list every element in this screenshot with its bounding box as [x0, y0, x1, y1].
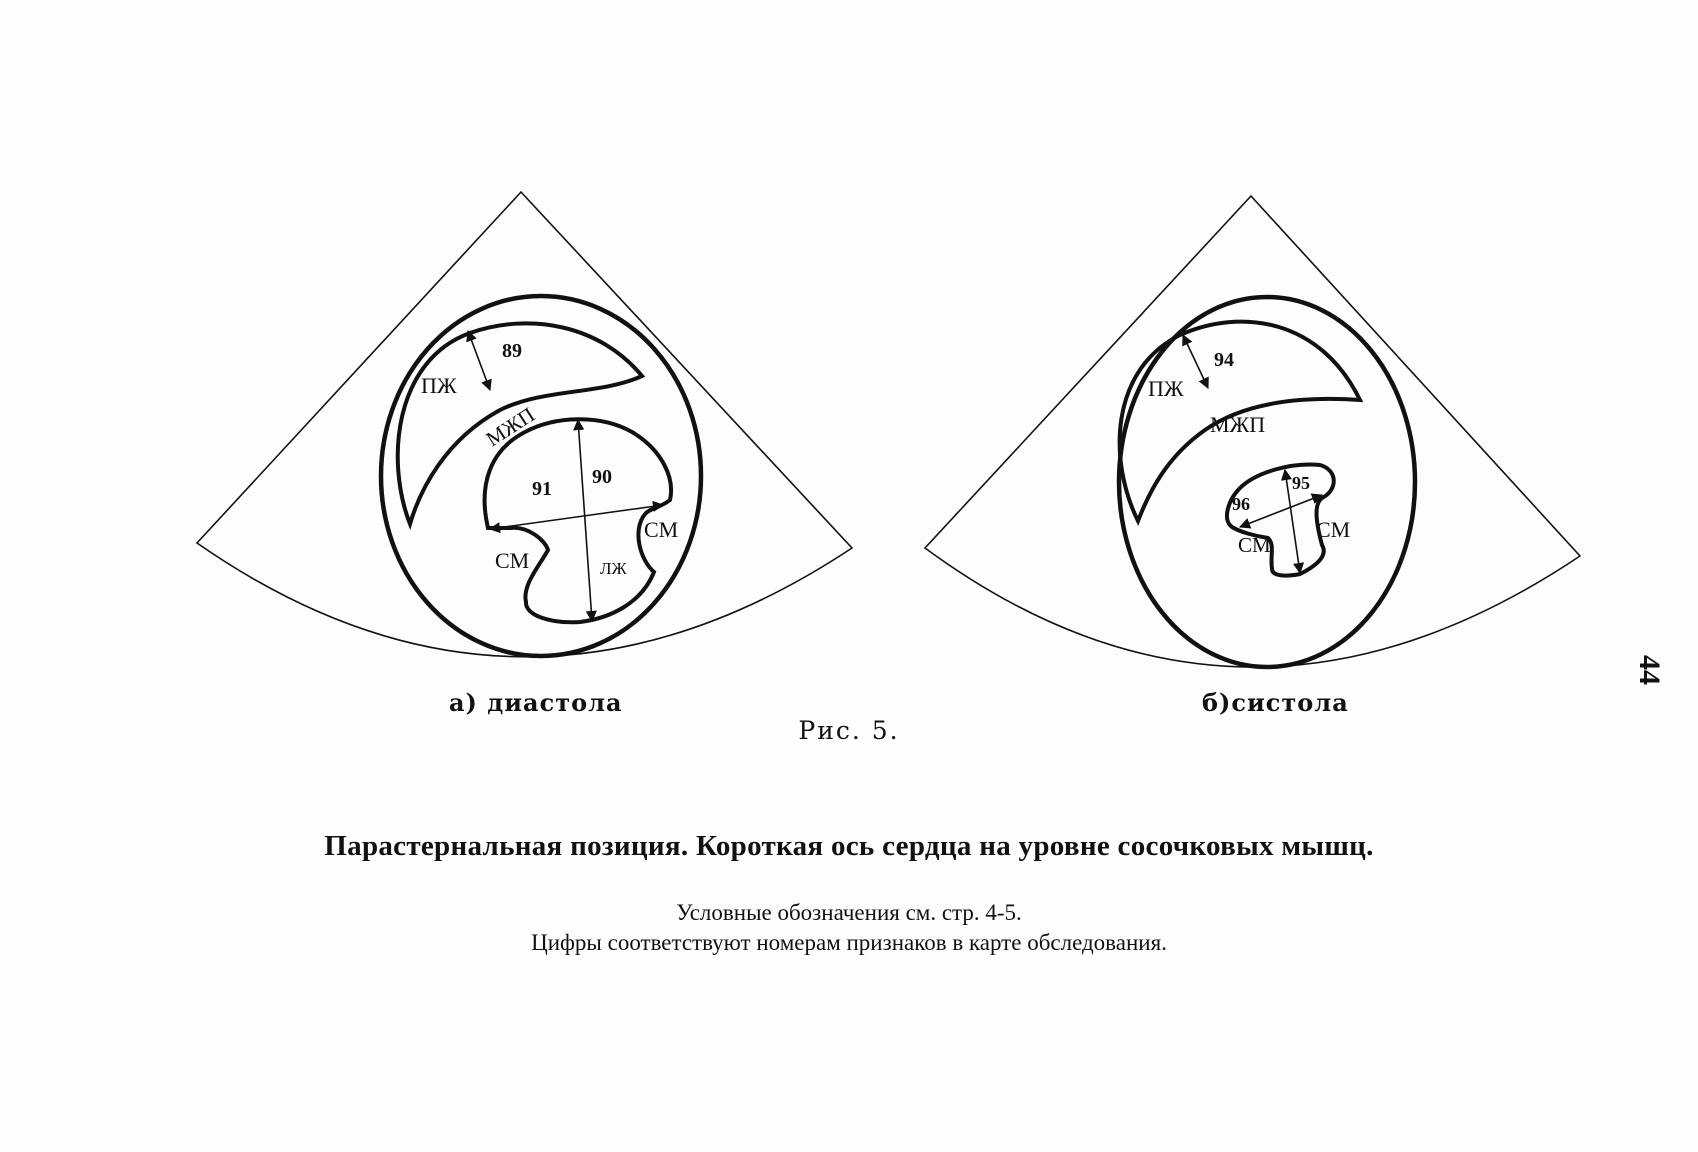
panel-b-systole	[925, 196, 1580, 667]
panel-b-label-pm-left: СМ	[1238, 533, 1271, 557]
page-title: Парастернальная позиция. Короткая ось сердца на уровне сосочковых мышц.	[324, 830, 1374, 862]
panel-a-diastole	[197, 192, 852, 657]
panel-b-label-95: 95	[1292, 473, 1310, 493]
panel-b-arrow-94	[1183, 335, 1208, 388]
figure-label: Рис. 5.	[798, 716, 900, 745]
panel-b-label-96: 96	[1232, 494, 1250, 514]
panel-a-label-lv: ЛЖ	[600, 559, 627, 578]
numbers-note: Цифры соответствуют номерам признаков в карте обследования.	[531, 930, 1167, 955]
panel-a-caption: а) диастола	[449, 688, 623, 717]
panel-a-label-pm-right: СМ	[644, 517, 679, 542]
panel-a-arrow-89	[468, 331, 490, 390]
panel-a-label-90: 90	[592, 466, 612, 488]
panel-a-arrow-vertical	[578, 420, 592, 621]
panel-b-outer-contour	[1119, 297, 1415, 667]
panel-b-arrow-96	[1240, 495, 1322, 527]
panel-a-arrow-horizontal	[490, 505, 663, 529]
panel-a-label-pm-left: СМ	[495, 548, 530, 573]
panel-b-label-94: 94	[1214, 349, 1234, 371]
panel-a-label-rv: ПЖ	[421, 373, 457, 398]
panel-a-label-ivs: МЖП	[481, 402, 539, 452]
legend-note: Условные обозначения см. стр. 4-5.	[676, 900, 1022, 925]
panel-a-label-91: 91	[532, 478, 552, 500]
panel-b-caption: б)систола	[1202, 688, 1349, 717]
panel-b-label-rv: ПЖ	[1148, 376, 1184, 401]
panel-b-label-ivs: МЖП	[1210, 412, 1266, 437]
page-number: 44	[1633, 655, 1666, 685]
panel-a-label-89: 89	[502, 340, 522, 362]
panel-b-label-pm-right: СМ	[1316, 517, 1351, 542]
